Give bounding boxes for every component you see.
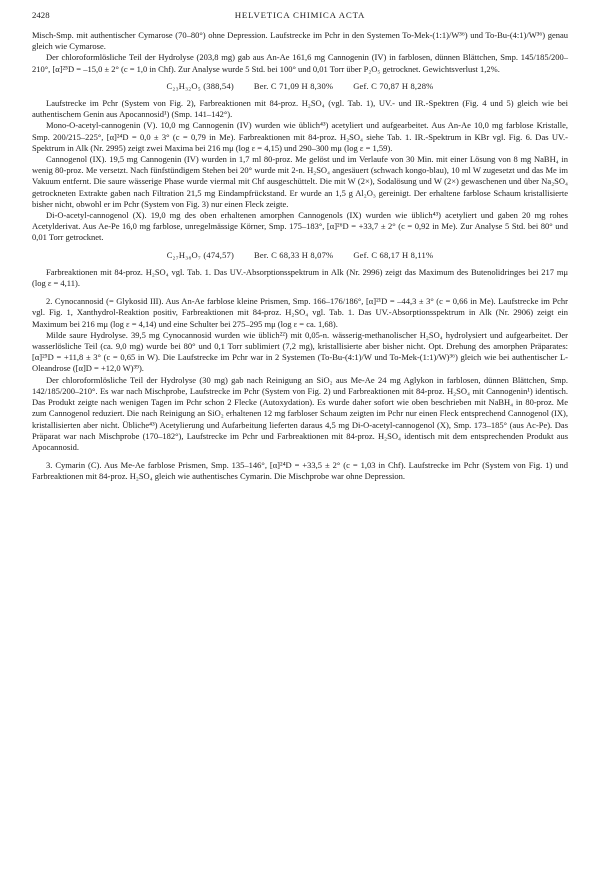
analysis-part: C₂₇H₃₈O₇ (474,57) — [166, 249, 235, 260]
paragraph: Farbreaktionen mit 84-proz. H₂SO₄ vgl. Tab. 1. Das UV.-Absorptionsspektrum in Alk (Nr. 2996) zeigt das Maximum des Butenolidringes bei 217 mμ (log ε = 4,11). — [32, 266, 568, 289]
analysis-part: Ber. C 68,33 H 8,07% — [254, 249, 334, 260]
paragraph: Di-O-acetyl-cannogenol (X). 19,0 mg des oben erhaltenen amorphen Cannogenols (IX) wurden wie üblich⁴³) acetyliert und gaben 20 mg rohes Acetylderivat. Aus Ae-Pe 16,0 mg farblose, unregelmässige Körner, Smp. 175–183°, [α]²⁶D = +33,7 ± 2° (c = 0,92 in Me). Zur Analyse 5 Std. bei 80° und 0,01 Torr getrocknet. — [32, 210, 568, 243]
analysis-part: C₂₃H₃₂O₅ (388,54) — [166, 80, 234, 91]
journal-title: HELVETICA CHIMICA ACTA — [234, 10, 366, 20]
analysis-part: Gef. C 70,87 H 8,28% — [353, 80, 434, 91]
paragraph: Milde saure Hydrolyse. 39,5 mg Cynocannosid wurden wie üblich²²) mit 0,05-n. wässerig-methanolischer H₂SO₄ hydrolysiert und aufgearbeitet. Der wasserlösliche Teil (ca. 9,0 mg) wurde bei 80° und 0,1 Torr sublimiert (7,2 mg), kristallisierte aber bisher nicht. Opt. Drehung des amorphen Präparates: [α]²⁵D = +11,8 ± 3° (c = 0,65 in W). Die Laufstrecke im Pchr war in 2 Systemen (To-Bu-(4:1)/W und To-Mek-(1:1)/W)³⁶) gleich wie bei authentischer L-Oleandrose ([α]D = +12,0 W)³⁹). — [32, 329, 568, 374]
paragraph: 2. Cynocannosid (= Glykosid III). Aus An-Ae farblose kleine Prismen, Smp. 166–176/186°, [α]²¹D = –44,3 ± 3° (c = 0,66 in Me). Laufstrecke im Pchr vgl. Fig. 1, Xanthydrol-Reaktion positiv, Farbreaktionen mit 84-proz. H₂SO₄ vgl. Tab. 1. Das UV.-Absorptionsspektrum in Alk (Nr. 2906) zeigt ein Maximum bei 216 mμ (log ε = 4,14) und eine Schulter bei 275–295 mμ (log ε = ca. 1,68). — [32, 296, 568, 329]
paragraph: Mono-O-acetyl-cannogenin (V). 10,0 mg Cannogenin (IV) wurden wie üblich⁴³) acetyliert und aufgearbeitet. Aus An-Ae 10,0 mg farblose Kristalle, Smp. 200/215–225°, [α]²⁴D = 0,0 ± 3° (c = 0,79 in Me). Farbreaktionen mit 84-proz. H₂SO₄ siehe Tab. 1. IR.-Spektrum in KBr vgl. Fig. 6. Das UV.-Spektrum in Alk (Nr. 2995) zeigt zwei Maxima bei 216 mμ (log ε = 4,15) und 290–300 mμ (log ε = 1,59). — [32, 120, 568, 153]
paragraph: Der chloroformlösliche Teil der Hydrolyse (203,8 mg) gab aus An-Ae 161,6 mg Cannogenin (IV) in farblosen, dünnen Blättchen, Smp. 145/185/200–210°, [α]²⁵D = –15,0 ± 2° (c = 1,0 in Chf). Zur Analyse wurde 5 Std. bei 100° und 0,01 Torr über P₂O₅ getrocknet. Gewichtsverlust 1,2%. — [32, 52, 568, 74]
paragraph: 3. Cymarin (C). Aus Me-Ae farblose Prismen, Smp. 135–146°, [α]²⁴D = +33,5 ± 2° (c = 1,03 in Chf). Laufstrecke im Pchr (System von Fig. 1) und Farbreaktionen mit 84-proz. H₂SO₄ gleich wie authentisches Cymarin. Die Mischprobe war ohne Depression. — [32, 460, 568, 482]
paragraph: Misch-Smp. mit authentischer Cymarose (70–80°) ohne Depression. Laufstrecke im Pchr in den Systemen To-Mek-(1:1)/W³⁶) und To-Bu-(4:1)/W³⁶) genau gleich wie Cymarose. — [32, 30, 568, 52]
analysis-part: Gef. C 68,17 H 8,11% — [353, 249, 434, 260]
paragraph: Laufstrecke im Pchr (System von Fig. 2), Farbreaktionen mit 84-proz. H₂SO₄ (vgl. Tab. 1), UV.- und IR.-Spektren (Fig. 4 und 5) gleich wie bei authentischem Genin aus Apocannosid¹) (Smp. 141–142°). — [32, 98, 568, 120]
article-body — [32, 30, 568, 483]
paragraph: Cannogenol (IX). 19,5 mg Cannogenin (IV) wurden in 1,7 ml 80-proz. Me gelöst und im Verlaufe von 30 Min. mit einer Lösung von 8 mg NaBH₄ in wenig 80-proz. Me versetzt. Nach fünfstündigem Stehen bei 20° wurde mit 2-n. H₂SO₄ angesäuert (schwach kongo-blau), 10 ml W zugesetzt und das Me im Vakuum entfernt. Die saure wässerige Phase wurde viermal mit Chf ausgeschüttelt. Die mit W (2×), Sodalösung und W (2×) gewaschenen und über Na₂SO₄ getrockneten Extrakte gaben nach Filtration 21,5 mg Eindampfrückstand. Er wurde an 1,5 g Al₂O₃ gereinigt. Der erhaltene farblose Schaum kristallisierte bisher nicht, obwohl er im Pchr (System von Fig. 3) nur einen Fleck zeigte. — [32, 154, 568, 209]
paragraph: Der chloroformlösliche Teil der Hydrolyse (30 mg) gab nach Reinigung an SiO₂ aus Me-Ae 24 mg Aglykon in farblosen, dünnen Blättchen, Smp. 142/185/200–210°. Es war nach Mischprobe, Laufstrecke im Pchr (System von Fig. 2) und Farbreaktionen mit 84-proz. H₂SO₄ mit Cannogenin¹) identisch. Das Produkt zeigte nach wenigen Tagen im Pchr schon 2 Flecke (Autoxydation). Es wurde daher sofort wie oben beschrieben mit NaBH₄ in 80-proz. Me zum Cannogenol reduziert. Die nach Reinigung an SiO₂ erhaltenen 12 mg farbloser Schaum zeigten im Pchr nur einen Fleck entsprechend Cannogenol (IX), kristallisierten aber nicht. Übliche⁴³) Acetylierung und Aufarbeitung lieferten daraus 4,5 mg Di-O-acetyl-cannogenol (X), Smp. 173–185° (aus Ac-Pe). Das Präparat war nach Mischprobe (170–182°), Laufstrecke im Pchr und Farbreaktionen mit 84-proz. H₂SO₄ identisch mit dem entsprechenden Produkt aus Apocannosid. — [32, 374, 568, 452]
running-header — [32, 10, 568, 24]
analysis-part: Ber. C 71,09 H 8,30% — [253, 80, 334, 91]
page-number: 2428 — [32, 10, 50, 20]
elemental-analysis — [32, 250, 568, 261]
elemental-analysis — [32, 81, 568, 92]
